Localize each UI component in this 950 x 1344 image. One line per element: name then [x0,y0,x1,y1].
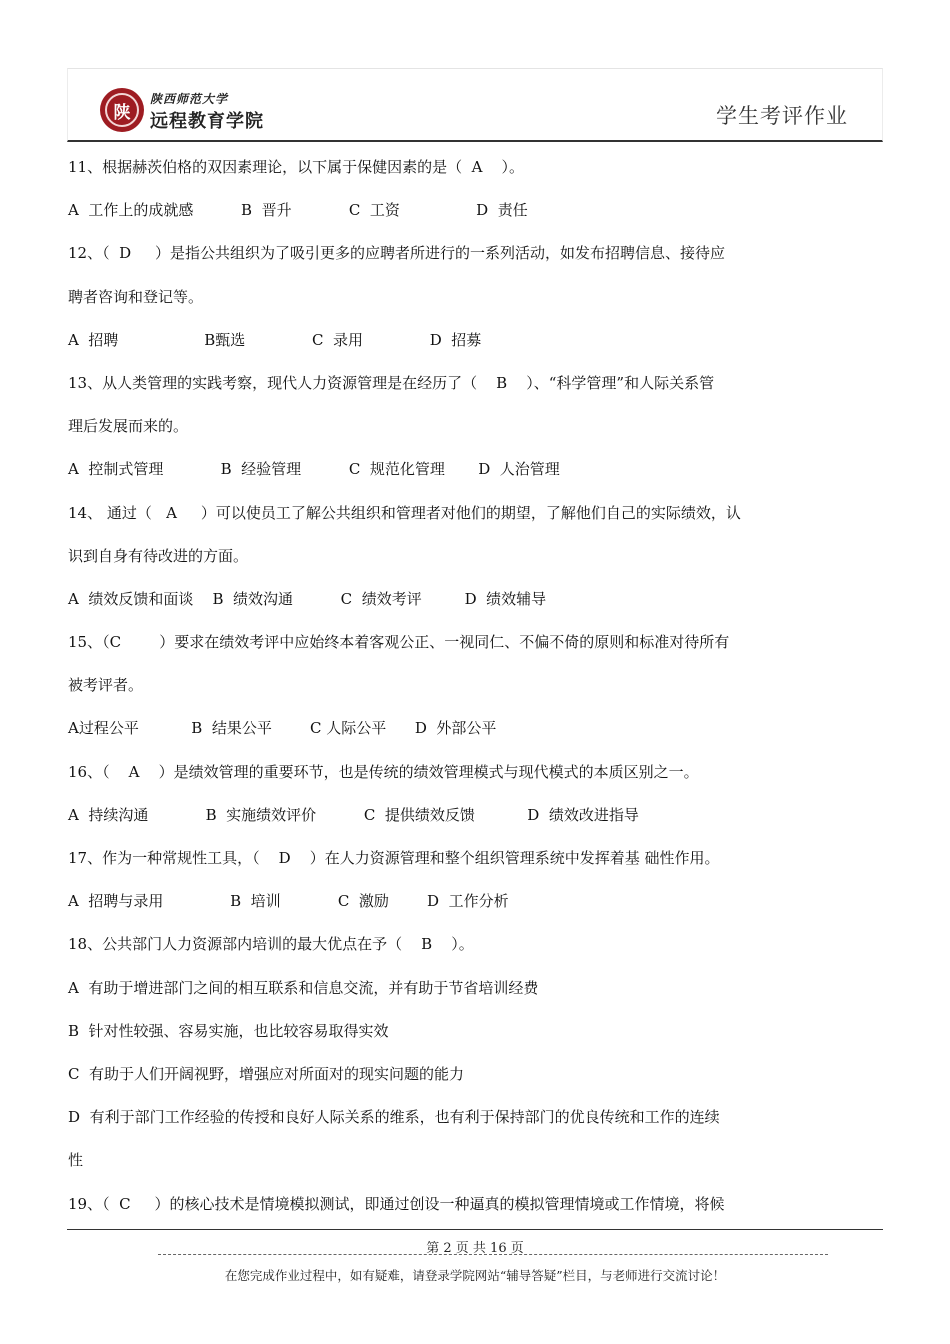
text-line: 13、从人类管理的实践考察，现代人力资源管理是在经历了（ B ）、“科学管理”和人际关系管 [68,373,715,392]
text-line: A 控制式管理 B 经验管理 C 规范化管理 D 人治管理 [68,460,560,479]
school-name: 陕西师范大学 [150,92,229,106]
header-title: 学生考评作业 [716,104,848,128]
university-seal-icon [100,88,144,132]
dashed-divider [158,1254,828,1255]
page-number: 第 2 页 共 16 页 [426,1241,524,1256]
text-line: 17、作为一种常规性工具，（ D ）在人力资源管理和整个组织管理系统中发挥着基 础性作用。 [68,849,720,867]
footer-note: 在您完成作业过程中，如有疑难，请登录学院网站“辅导答疑”栏目，与老师进行交流讨论！ [224,1268,726,1283]
text-line: 理后发展而来的。 [68,417,189,436]
college-name: 远程教育学院 [150,111,264,132]
text-line: 16、（ A ）是绩效管理的重要环节，也是传统的绩效管理模式与现代模式的本质区别之一。 [68,762,699,781]
text-line: B 针对性较强、容易实施，也比较容易取得实效 [68,1021,389,1040]
text-line: 14、 通过（ A ）可以使员工了解公共组织和管理者对他们的期望，了解他们自己的实际绩效，认 [68,503,741,522]
footer-divider [67,1229,883,1230]
text-line: A 绩效反馈和面谈 B 绩效沟通 C 绩效考评 D 绩效辅导 [68,589,547,608]
seal-char: 陕 [105,93,139,127]
text-line: 11、根据赫茨伯格的双因素理论，以下属于保健因素的是（ A ）。 [68,158,525,176]
text-line: D 有利于部门工作经验的传授和良好人际关系的维系，也有利于保持部门的优良传统和工作的连续 [68,1108,720,1127]
text-line: A 招聘与录用 B 培训 C 激励 D 工作分析 [68,892,509,911]
text-line: C 有助于人们开阔视野，增强应对所面对的现实问题的能力 [68,1064,465,1083]
text-line: A过程公平 B 结果公平 C 人际公平 D 外部公平 [68,719,497,738]
text-line: A 招聘 B甄选 C 录用 D 招募 [68,330,482,349]
text-line: A 工作上的成就感 B 晋升 C 工资 D 责任 [68,201,528,220]
document-body [68,146,808,1226]
text-line: 12、（ D ）是指公共组织为了吸引更多的应聘者所进行的一系列活动，如发布招聘信息、接待应 [68,244,725,263]
text-line: 15、（C ）要求在绩效考评中应始终本着客观公正、一视同仁、不偏不倚的原则和标准对待所有 [68,633,730,652]
text-line: 聘者咨询和登记等。 [68,287,204,306]
text-line: A 持续沟通 B 实施绩效评价 C 提供绩效反馈 D 绩效改进指导 [68,805,639,824]
text-line: 18、公共部门人力资源部内培训的最大优点在予（ B ）。 [68,935,474,954]
text-line: 19、（ C ）的核心技术是情境模拟测试，即通过创设一种逼真的模拟管理情境或工作情境，将候 [68,1194,725,1213]
text-line: 识到自身有待改进的方面。 [68,546,249,565]
text-line: 性 [68,1151,84,1170]
text-line: A 有助于增进部门之间的相互联系和信息交流，并有助于节省培训经费 [68,978,539,997]
text-line: 被考评者。 [68,676,144,695]
page-header [67,68,883,142]
